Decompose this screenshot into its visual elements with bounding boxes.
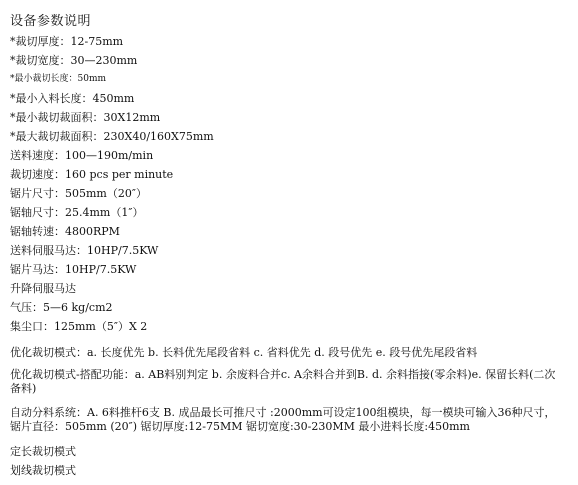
param-feed-speed: 送料速度：100—190m/min <box>10 149 154 162</box>
document-title: 设备参数说明 <box>10 14 92 29</box>
param-arbor-rpm: 锯轴转速：4800RPM <box>10 225 120 238</box>
scribe-line-cut-mode: 划线裁切模式 <box>10 464 76 477</box>
param-air-pressure: 气压：5—6 kg/cm2 <box>10 301 113 314</box>
fixed-length-cut-mode: 定长裁切模式 <box>10 445 76 458</box>
param-dust-port: 集尘口：125mm（5″）X 2 <box>10 320 148 333</box>
param-min-cut-length: *最小裁切长度：50mm <box>10 74 107 84</box>
param-feed-servo-motor: 送料伺服马达：10HP/7.5KW <box>10 244 159 257</box>
parameter-document <box>10 13 570 480</box>
optimize-cut-mode: 优化裁切模式：a. 长度优先 b. 长料优先尾段省料 c. 省料优先 d. 段号优先 e. 段号优先尾段省料 <box>10 346 478 359</box>
param-lift-servo-motor: 升降伺服马达 <box>10 282 76 295</box>
param-blade-size: 锯片尺寸：505mm（20″） <box>10 187 147 200</box>
param-blade-motor: 锯片马达：10HP/7.5KW <box>10 263 137 276</box>
param-arbor-size: 锯轴尺寸：25.4mm（1″） <box>10 206 144 219</box>
param-cut-thickness: *裁切厚度：12-75mm <box>10 35 124 48</box>
param-min-cut-area: *最小裁切裁面积：30X12mm <box>10 111 161 124</box>
param-max-cut-area: *最大裁切裁面积：230X40/160X75mm <box>10 130 214 143</box>
param-min-feed-length: *最小入料长度：450mm <box>10 92 135 105</box>
param-cut-width: *裁切宽度：30—230mm <box>10 54 138 67</box>
auto-sorting-system: 自动分料系统：A. 6料推杆6支 B. 成品最长可推尺寸 :2000mm可设定100组模块，每一模块可输入36种尺寸，锯片直径：505mm (20″) 锯切厚度:12-75MM 锯切宽度:30-230MM 最小进料长度:450mm <box>10 406 556 433</box>
optimize-combo-functions: 优化裁切模式-搭配功能：a. AB料别判定 b. 余废料合并c. A余料合并到B. d. 余料指接(零余料)e. 保留长料(二次备料) <box>10 368 556 395</box>
param-cut-speed: 裁切速度：160 pcs per minute <box>10 168 174 181</box>
